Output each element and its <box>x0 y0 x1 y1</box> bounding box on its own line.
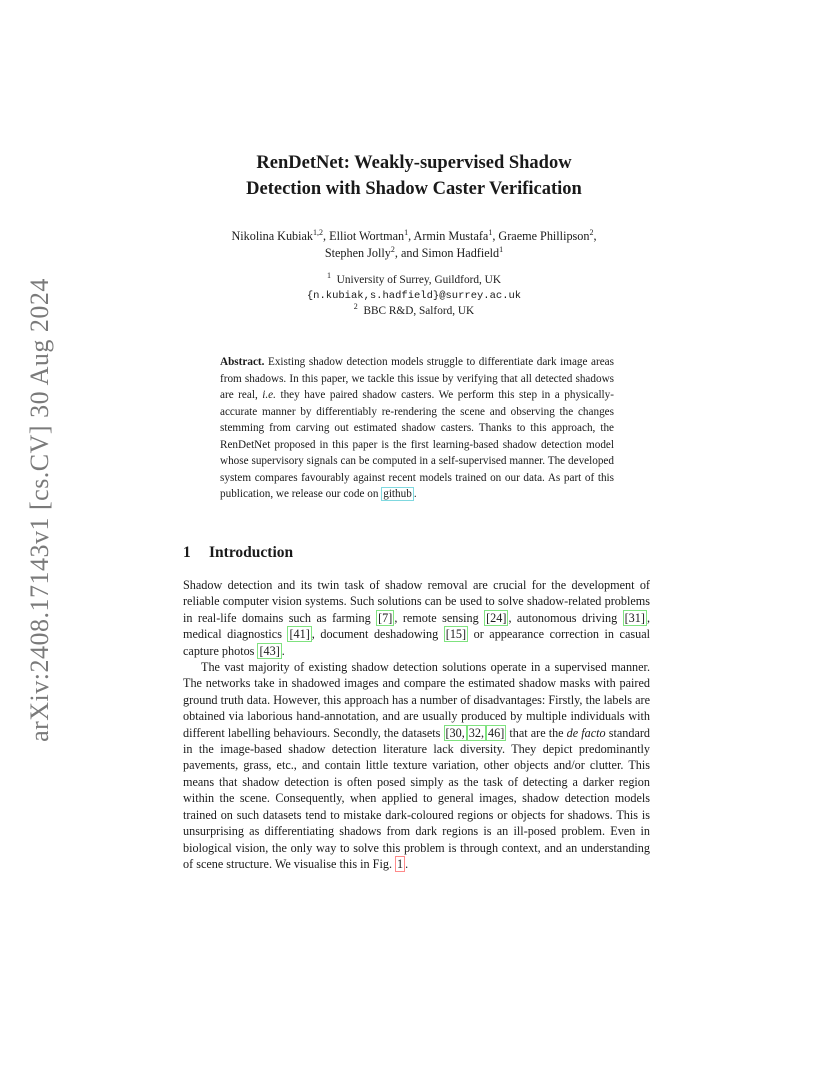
section-title: Introduction <box>209 544 294 561</box>
citation-link[interactable]: [7] <box>378 610 393 625</box>
abstract-text: Existing shadow detection models struggle to differentiate dark image areas from shadows. In this paper, we tackle this issue by verifying that all detected shadows are real, <box>220 356 615 401</box>
para-text: , remote sensing <box>394 610 485 625</box>
title-line-2: Detection with Shadow Caster Verification <box>246 179 582 199</box>
figure-link[interactable]: 1 <box>397 856 404 871</box>
author-sup: 2 <box>390 244 395 254</box>
para-text: . <box>281 643 285 658</box>
github-link[interactable]: github <box>383 488 412 500</box>
affiliation-1 <box>214 273 614 289</box>
author-sup: 1,2 <box>313 227 324 237</box>
arxiv-stamp: arXiv:2408.17143v1 [cs.CV] 30 Aug 2024 <box>25 278 54 742</box>
paragraph-2 <box>183 659 650 872</box>
para-text: , document deshadowing <box>311 627 444 642</box>
citation-link[interactable]: [30, <box>445 725 465 740</box>
para-text: Shadow detection and its twin task of shadow removal are crucial for the development of reliable computer vision systems. Such solutions can be used to solve shadow-related problems in real-life domains such as farming <box>183 578 650 625</box>
section-heading <box>183 544 293 562</box>
author-sup: 1 <box>499 244 504 254</box>
affil-univ: University of Surrey, Guildford, UK <box>336 274 501 286</box>
affiliation-emails: {n.kubiak,s.hadfield}@surrey.ac.uk <box>306 289 522 302</box>
author-list <box>170 228 658 262</box>
citation-link[interactable]: [24] <box>486 610 507 625</box>
affil-sup: 2 <box>353 302 358 312</box>
para-text: standard in the image-based shadow detection literature lack diversity. They depict predominantly pavements, grass, etc., and contain little texture variation, other objects and/or clutter. This means that shadow detection is often posed simply as the task of detecting a darker region within the scene. Consequently, when applied to general images, shadow detection models trained on such datasets tend to mistake dark-coloured regions or objects for shadows. This is unsurprising as differentiating shadows from dark regions is an ill-posed problem. Even in biological vision, the only way to solve this problem is through context, and an understanding of scene structure. We visualise this in Fig. <box>183 725 651 871</box>
paragraph-1 <box>183 577 650 659</box>
citation-link[interactable]: [31] <box>624 610 645 625</box>
body-text <box>183 577 650 872</box>
author-name: Nikolina Kubiak <box>231 229 314 243</box>
author-name: , Armin Mustafa <box>408 229 489 243</box>
citation-link[interactable]: [41] <box>289 627 310 642</box>
title-line-1: RenDetNet: Weakly-supervised Shadow <box>256 153 572 173</box>
abstract-ie: i.e. <box>262 389 276 401</box>
affil-bbc: BBC R&D, Salford, UK <box>363 305 475 317</box>
citation-link[interactable]: [43] <box>259 643 280 658</box>
author-name: , and Simon Hadfield <box>394 246 500 260</box>
abstract <box>220 354 614 503</box>
paper-title <box>160 150 668 202</box>
author-sup: 2 <box>589 227 594 237</box>
para-text: , medical diagnostics <box>183 610 650 642</box>
citation-link[interactable]: [15] <box>445 627 467 642</box>
affiliations <box>214 273 614 320</box>
section-number: 1 <box>183 544 191 561</box>
abstract-text: they have paired shadow casters. We perform this step in a physically-accurate manner by differentiably re-rendering the scene and observing the changes stemming from carving out estimated shadow casters. Thanks to this approach, the RenDetNet proposed in this paper is the first learning-based shadow detection model whose supervisory signals can be computed in a self-supervised manner. The developed system compares favourably against recent models trained on our data. As part of this publication, we release our code on <box>220 389 614 500</box>
para-text: . <box>405 856 409 871</box>
abstract-label: Abstract. <box>220 356 265 368</box>
para-text: that are the <box>506 725 567 740</box>
author-name: Stephen Jolly <box>324 246 391 260</box>
author-name: , Graeme Phillipson <box>492 229 590 243</box>
citation-link[interactable]: 32, <box>468 725 485 740</box>
para-text: or appearance correction in casual capture photos <box>183 627 650 658</box>
author-sup: 1 <box>404 227 409 237</box>
citation-link[interactable]: 46] <box>488 725 505 740</box>
author-name: , Elliot Wortman <box>323 229 405 243</box>
para-text: , autonomous driving <box>508 610 623 625</box>
para-text: The vast majority of existing shadow detection solutions operate in a supervised manner. The networks take in shadowed images and compare the estimated shadow masks with paired ground truth data. However, this approach has a number of disadvantages: Firstly, the labels are obtained via laborious hand-annotation, and are usually produced by multiple individuals with different labelling behaviours. Secondly, the datasets <box>183 660 650 740</box>
author-sup: 1 <box>488 227 493 237</box>
affiliation-2 <box>214 304 614 320</box>
affil-sup: 1 <box>327 271 332 281</box>
para-italic: de facto <box>566 725 606 740</box>
arxiv-sidebar <box>25 265 55 755</box>
author-separator: , <box>593 229 597 243</box>
abstract-end: . <box>413 488 417 500</box>
